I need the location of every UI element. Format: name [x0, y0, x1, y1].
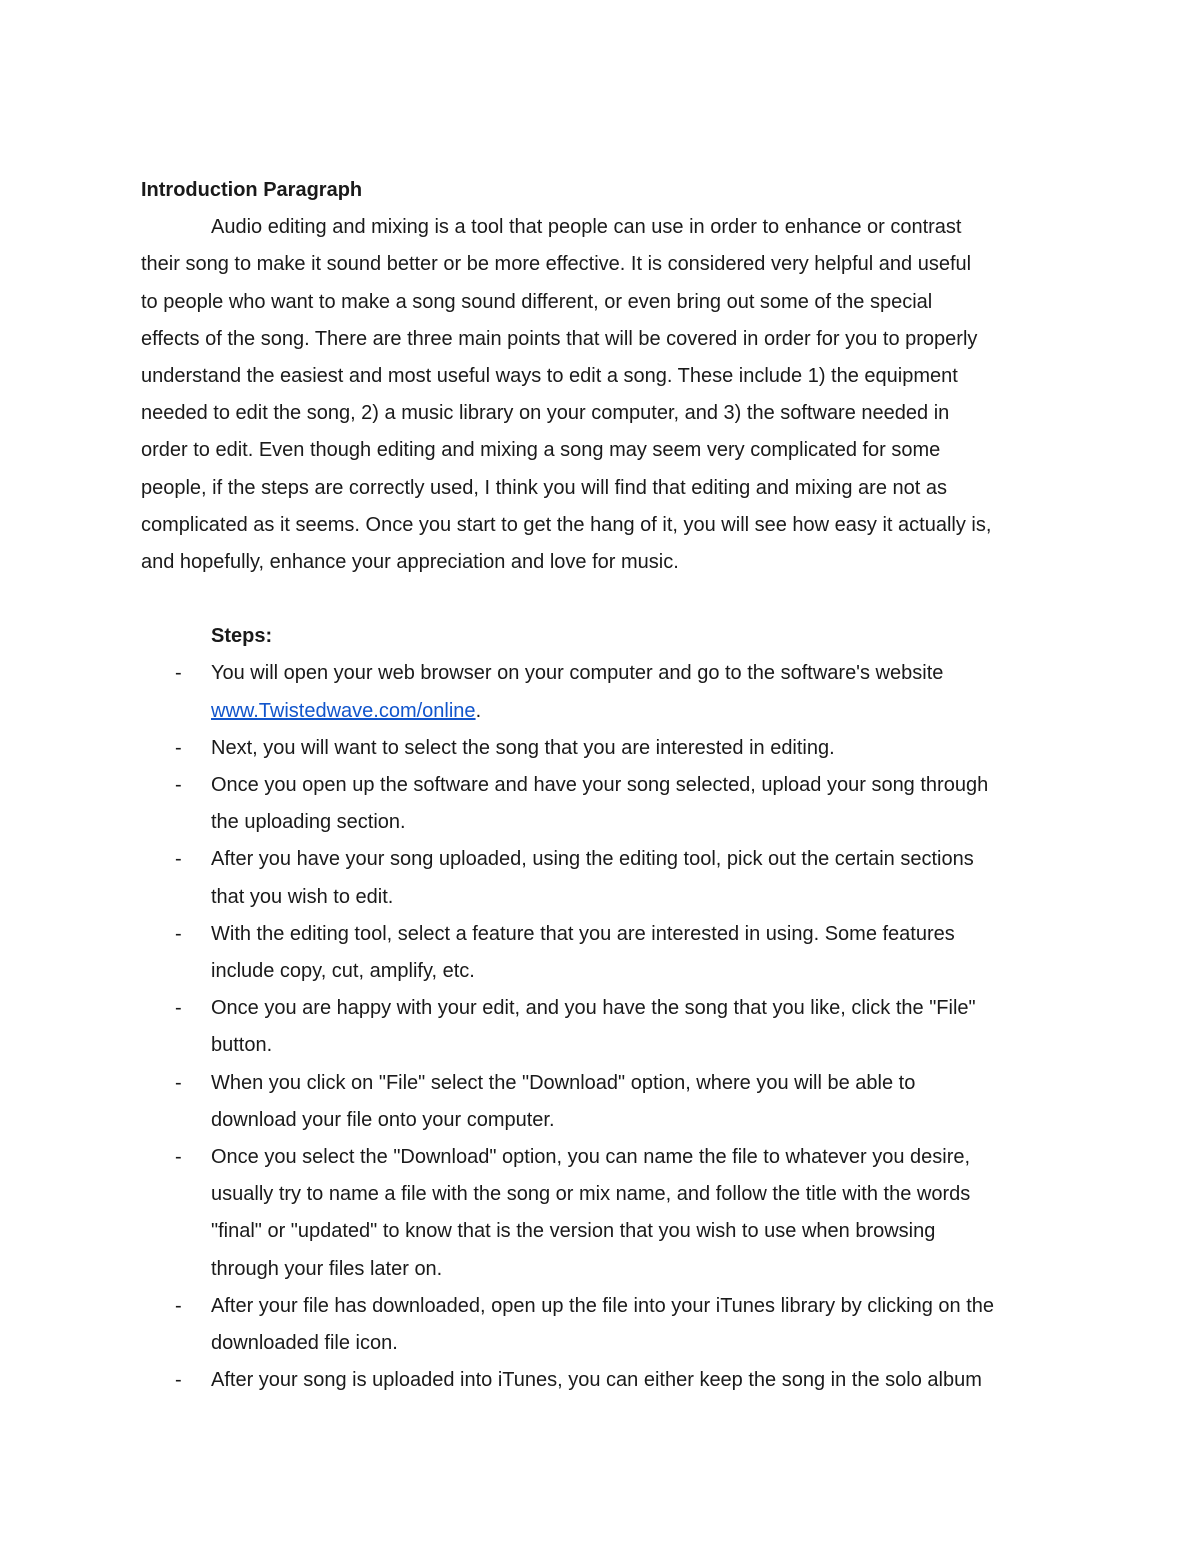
bullet-dash: -	[175, 1146, 182, 1169]
step-line: After your file has downloaded, open up the file into your iTunes library by clicking on the	[211, 1294, 995, 1317]
step-item	[141, 655, 1071, 729]
intro-line: people, if the steps are correctly used, I think you will find that editing and mixing are not as	[141, 476, 947, 499]
intro-line: to people who want to make a song sound different, or even bring out some of the special	[141, 290, 933, 313]
step-item	[141, 990, 1071, 1064]
step-line: button.	[211, 1034, 273, 1057]
document-page	[141, 172, 1071, 1400]
step-item	[141, 767, 1071, 841]
step-line: With the editing tool, select a feature that you are interested in using. Some features	[211, 922, 955, 945]
step-line: After you have your song uploaded, using the editing tool, pick out the certain sections	[211, 848, 974, 871]
step-line: When you click on "File" select the "Download" option, where you will be able to	[211, 1071, 916, 1094]
step-item	[141, 730, 1071, 767]
step-line: After your song is uploaded into iTunes, you can either keep the song in the solo album	[211, 1369, 982, 1392]
bullet-dash: -	[175, 662, 182, 685]
intro-line: Audio editing and mixing is a tool that people can use in order to enhance or contrast	[211, 216, 962, 239]
step-item	[141, 1288, 1071, 1362]
step-line: Next, you will want to select the song that you are interested in editing.	[211, 736, 835, 759]
step-line: download your file onto your computer.	[211, 1108, 555, 1131]
step-line: that you wish to edit.	[211, 885, 394, 908]
step-line: Once you open up the software and have your song selected, upload your song through	[211, 774, 989, 797]
bullet-dash: -	[175, 922, 182, 945]
step-item	[141, 1362, 1071, 1399]
intro-line: order to edit. Even though editing and mixing a song may seem very complicated for some	[141, 439, 941, 462]
bullet-dash: -	[175, 1369, 182, 1392]
steps-list	[141, 655, 1071, 1399]
intro-line: understand the easiest and most useful ways to edit a song. These include 1) the equipment	[141, 365, 958, 388]
intro-line: and hopefully, enhance your appreciation and love for music.	[141, 551, 679, 574]
step-link-line	[211, 693, 1071, 730]
bullet-dash: -	[175, 1071, 182, 1094]
step-line: include copy, cut, amplify, etc.	[211, 960, 475, 983]
intro-line: needed to edit the song, 2) a music library on your computer, and 3) the software needed in	[141, 402, 950, 425]
step-item	[141, 1139, 1071, 1288]
step-item	[141, 916, 1071, 990]
intro-line: their song to make it sound better or be more effective. It is considered very helpful and useful	[141, 253, 972, 276]
step-item	[141, 1065, 1071, 1139]
intro-paragraph	[141, 209, 1066, 581]
step-line: usually try to name a file with the song or mix name, and follow the title with the words	[211, 1183, 971, 1206]
bullet-dash: -	[175, 774, 182, 797]
intro-line: effects of the song. There are three main points that will be covered in order for you to properly	[141, 327, 978, 350]
link-suffix: .	[475, 699, 482, 722]
bullet-dash: -	[175, 848, 182, 871]
step-line: Once you are happy with your edit, and you have the song that you like, click the "File"	[211, 997, 976, 1020]
step-line: You will open your web browser on your computer and go to the software's website	[211, 662, 944, 685]
website-link[interactable]: www.Twistedwave.com/online	[211, 699, 476, 722]
step-item	[141, 841, 1071, 915]
step-line: Once you select the "Download" option, you can name the file to whatever you desire,	[211, 1146, 971, 1169]
step-line: through your files later on.	[211, 1257, 443, 1280]
intro-heading: Introduction Paragraph	[141, 179, 363, 201]
bullet-dash: -	[175, 736, 182, 759]
intro-line: complicated as it seems. Once you start to get the hang of it, you will see how easy it actually is,	[141, 513, 992, 536]
step-line: downloaded file icon.	[211, 1332, 398, 1355]
bullet-dash: -	[175, 997, 182, 1020]
step-line: the uploading section.	[211, 811, 406, 834]
bullet-dash: -	[175, 1294, 182, 1317]
steps-heading: Steps:	[211, 625, 273, 648]
step-line: "final" or "updated" to know that is the version that you wish to use when browsing	[211, 1220, 936, 1243]
